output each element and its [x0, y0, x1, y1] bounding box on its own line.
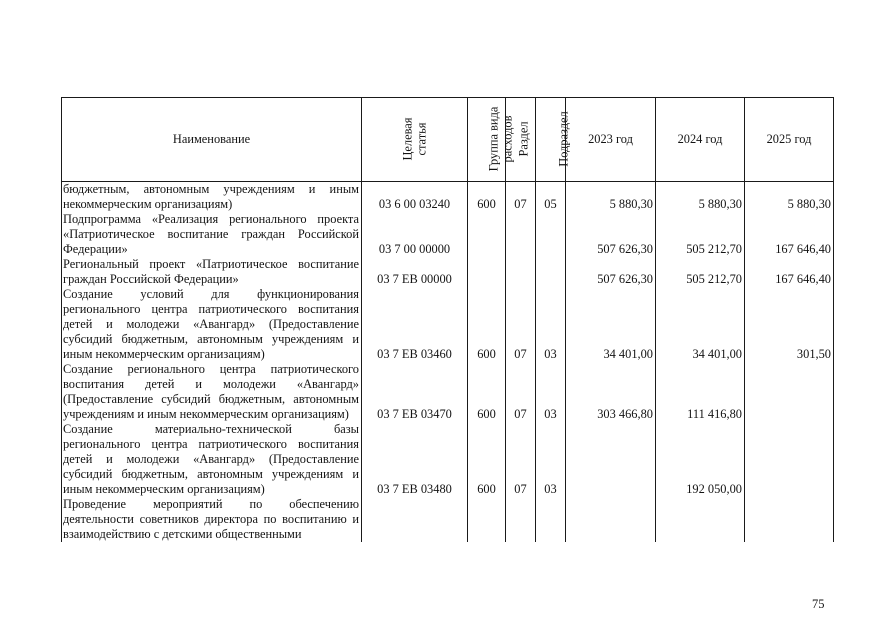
- row-section: 07: [506, 287, 536, 362]
- row-expense-group: [468, 257, 506, 287]
- row-subsection: 05: [536, 182, 566, 213]
- row-expense-group: 600: [468, 287, 506, 362]
- row-amount-2024: [656, 497, 745, 542]
- row-target-article: 03 7 ЕВ 03470: [362, 362, 468, 422]
- row-subsection: 03: [536, 362, 566, 422]
- table-row: [62, 362, 834, 422]
- row-name: Создание материально-технической базы регионального центра патриотического воспитания детей и молодежи «Авангард» (Предоставление субсидий бюджетным, автономным учреждениям и иным некоммерческим организациям): [62, 422, 362, 497]
- row-subsection: 03: [536, 422, 566, 497]
- row-amount-2024: 34 401,00: [656, 287, 745, 362]
- row-target-article: [362, 497, 468, 542]
- header-year-2024: 2024 год: [656, 98, 745, 182]
- row-amount-2025: [745, 362, 834, 422]
- page-number: 75: [812, 597, 825, 611]
- row-expense-group: [468, 497, 506, 542]
- row-amount-2025: [745, 497, 834, 542]
- row-name: Подпрограмма «Реализация регионального проекта «Патриотическое воспитание граждан Российской Федерации»: [62, 212, 362, 257]
- table-row: [62, 257, 834, 287]
- row-target-article: 03 7 ЕВ 00000: [362, 257, 468, 287]
- row-amount-2025: 167 646,40: [745, 257, 834, 287]
- row-amount-2023: 34 401,00: [566, 287, 656, 362]
- row-amount-2023: 5 880,30: [566, 182, 656, 213]
- row-amount-2024: 192 050,00: [656, 422, 745, 497]
- header-year-2023: 2023 год: [566, 98, 656, 182]
- row-name: Проведение мероприятий по обеспечению деятельности советников директора по воспитанию и взаимодействию с детскими общественными: [62, 497, 362, 542]
- row-subsection: [536, 257, 566, 287]
- table-row: [62, 497, 834, 542]
- row-expense-group: 600: [468, 182, 506, 213]
- row-target-article: 03 7 ЕВ 03480: [362, 422, 468, 497]
- row-amount-2023: [566, 497, 656, 542]
- row-name: Создание регионального центра патриотического воспитания детей и молодежи «Авангард» (Предоставление субсидий бюджетным, автономным учреждениям и иным некоммерческим организациям): [62, 362, 362, 422]
- row-expense-group: [468, 212, 506, 257]
- header-year-2025: 2025 год: [745, 98, 834, 182]
- row-section: 07: [506, 422, 536, 497]
- row-section: [506, 212, 536, 257]
- row-amount-2023: 507 626,30: [566, 212, 656, 257]
- row-section: 07: [506, 182, 536, 213]
- row-amount-2025: 167 646,40: [745, 212, 834, 257]
- header-section: Раздел: [506, 98, 536, 182]
- row-amount-2023: [566, 422, 656, 497]
- row-section: 07: [506, 362, 536, 422]
- row-amount-2024: 111 416,80: [656, 362, 745, 422]
- header-target-article: Целевая статья: [362, 98, 468, 182]
- row-expense-group: 600: [468, 422, 506, 497]
- table-header-row: [62, 98, 834, 182]
- table-row: [62, 182, 834, 213]
- table-row: [62, 422, 834, 497]
- row-name: Региональный проект «Патриотическое воспитание граждан Российской Федерации»: [62, 257, 362, 287]
- row-amount-2023: 507 626,30: [566, 257, 656, 287]
- row-amount-2024: 505 212,70: [656, 212, 745, 257]
- header-expense-group: Группа вида расходов: [468, 98, 506, 182]
- row-amount-2023: 303 466,80: [566, 362, 656, 422]
- row-amount-2025: [745, 422, 834, 497]
- row-target-article: 03 7 00 00000: [362, 212, 468, 257]
- budget-table: [61, 97, 834, 542]
- row-amount-2025: 5 880,30: [745, 182, 834, 213]
- table-row: [62, 212, 834, 257]
- row-section: [506, 497, 536, 542]
- row-amount-2025: 301,50: [745, 287, 834, 362]
- header-name: Наименование: [62, 98, 362, 182]
- table-row: [62, 287, 834, 362]
- row-expense-group: 600: [468, 362, 506, 422]
- row-target-article: 03 7 ЕВ 03460: [362, 287, 468, 362]
- row-subsection: 03: [536, 287, 566, 362]
- row-target-article: 03 6 00 03240: [362, 182, 468, 213]
- row-name: бюджетным, автономным учреждениям и иным некоммерческим организациям): [62, 182, 362, 213]
- row-subsection: [536, 212, 566, 257]
- row-section: [506, 257, 536, 287]
- row-amount-2024: 505 212,70: [656, 257, 745, 287]
- row-subsection: [536, 497, 566, 542]
- header-subsection: Подраздел: [536, 98, 566, 182]
- row-amount-2024: 5 880,30: [656, 182, 745, 213]
- row-name: Создание условий для функционирования регионального центра патриотического воспитания детей и молодежи «Авангард» (Предоставление субсидий бюджетным, автономным учреждениям и иным некоммерческим организациям): [62, 287, 362, 362]
